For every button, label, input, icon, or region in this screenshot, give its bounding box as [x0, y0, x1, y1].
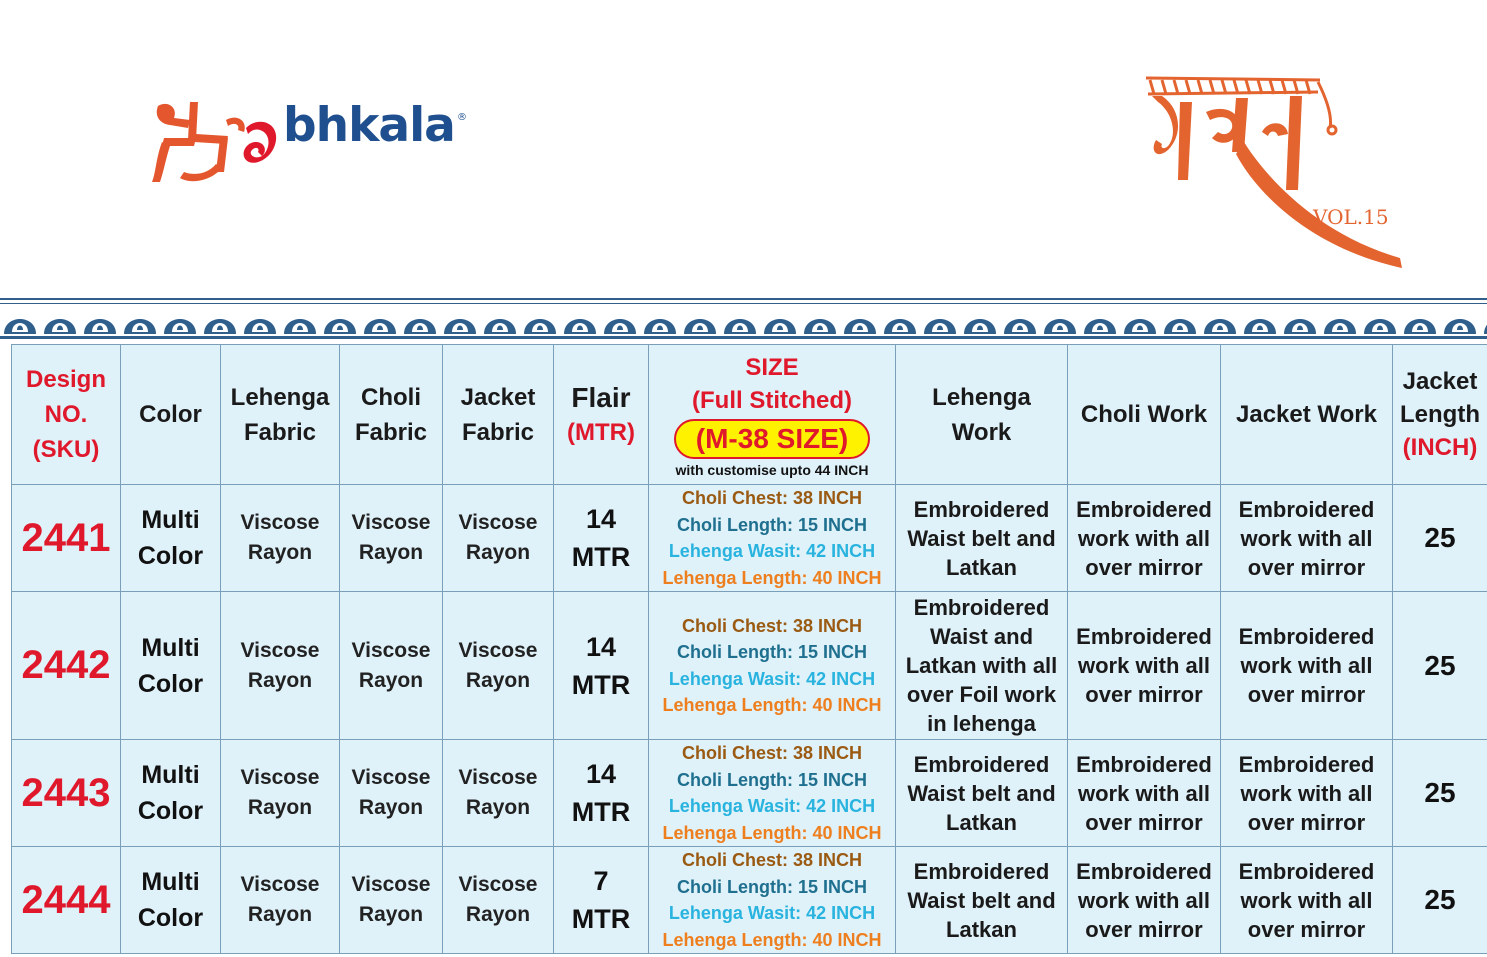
table-row	[12, 592, 1487, 740]
lehenga-work-cell: Embroidered Waist belt and Latkan	[896, 847, 1068, 954]
jacket-length-cell: 25	[1393, 592, 1487, 740]
choli-fabric-cell: Viscose Rayon	[340, 592, 443, 740]
catalog-table	[11, 344, 1487, 954]
header-color: Color	[121, 345, 221, 485]
decorative-border-band	[0, 298, 1487, 344]
size-cell: Choli Chest: 38 INCH Choli Length: 15 INCH Lehenga Wasit: 42 INCH Lehenga Length: 40 INCH	[649, 740, 896, 847]
ras-calligraphy-icon	[1140, 72, 1410, 272]
jacket-length-cell: 25	[1393, 485, 1487, 592]
header-flair: Flair (MTR)	[554, 345, 649, 485]
jacket-fabric-cell: Viscose Rayon	[443, 485, 554, 592]
jacket-fabric-cell: Viscose Rayon	[443, 847, 554, 954]
header-choli-fabric: Choli Fabric	[340, 345, 443, 485]
choli-fabric-cell: Viscose Rayon	[340, 485, 443, 592]
table-row	[12, 740, 1487, 847]
header-lehenga-fabric: Lehenga Fabric	[221, 345, 340, 485]
flair-cell: 14 MTR	[554, 485, 649, 592]
flair-cell: 14 MTR	[554, 740, 649, 847]
header-jacket-fabric: Jacket Fabric	[443, 345, 554, 485]
header-size: SIZE (Full Stitched) (M-38 SIZE) with customise upto 44 INCH	[649, 345, 896, 485]
size-cell: Choli Chest: 38 INCH Choli Length: 15 INCH Lehenga Wasit: 42 INCH Lehenga Length: 40 INCH	[649, 485, 896, 592]
header-design: Design NO. (SKU)	[12, 345, 121, 485]
header-jacket-work: Jacket Work	[1221, 345, 1393, 485]
sku-cell: 2441	[12, 485, 121, 592]
jacket-fabric-cell: Viscose Rayon	[443, 592, 554, 740]
jacket-work-cell: Embroidered work with all over mirror	[1221, 740, 1393, 847]
choli-work-cell: Embroidered work with all over mirror	[1068, 592, 1221, 740]
lehenga-work-cell: Embroidered Waist and Latkan with all over Foil work in lehenga	[896, 592, 1068, 740]
table-row	[12, 485, 1487, 592]
choli-work-cell: Embroidered work with all over mirror	[1068, 485, 1221, 592]
color-cell: Multi Color	[121, 740, 221, 847]
size-badge: (M-38 SIZE)	[674, 419, 870, 459]
jacket-work-cell: Embroidered work with all over mirror	[1221, 847, 1393, 954]
collection-logo	[1140, 72, 1410, 272]
lehenga-work-cell: Embroidered Waist belt and Latkan	[896, 740, 1068, 847]
jacket-length-cell: 25	[1393, 847, 1487, 954]
brand-logo	[150, 98, 480, 188]
color-cell: Multi Color	[121, 485, 221, 592]
lehenga-fabric-cell: Viscose Rayon	[221, 592, 340, 740]
registered-mark: ®	[457, 112, 467, 123]
header-choli-work: Choli Work	[1068, 345, 1221, 485]
jacket-fabric-cell: Viscose Rayon	[443, 740, 554, 847]
color-cell: Multi Color	[121, 847, 221, 954]
table-row	[12, 847, 1487, 954]
jacket-work-cell: Embroidered work with all over mirror	[1221, 592, 1393, 740]
choli-fabric-cell: Viscose Rayon	[340, 847, 443, 954]
choli-work-cell: Embroidered work with all over mirror	[1068, 740, 1221, 847]
swastik-icon	[150, 98, 285, 188]
color-cell: Multi Color	[121, 592, 221, 740]
size-cell: Choli Chest: 38 INCH Choli Length: 15 INCH Lehenga Wasit: 42 INCH Lehenga Length: 40 INCH	[649, 592, 896, 740]
lehenga-fabric-cell: Viscose Rayon	[221, 847, 340, 954]
choli-fabric-cell: Viscose Rayon	[340, 740, 443, 847]
lehenga-fabric-cell: Viscose Rayon	[221, 485, 340, 592]
flair-cell: 14 MTR	[554, 592, 649, 740]
jacket-length-cell: 25	[1393, 740, 1487, 847]
sku-cell: 2443	[12, 740, 121, 847]
sku-cell: 2444	[12, 847, 121, 954]
lehenga-work-cell: Embroidered Waist belt and Latkan	[896, 485, 1068, 592]
flair-cell: 7 MTR	[554, 847, 649, 954]
size-cell: Choli Chest: 38 INCH Choli Length: 15 INCH Lehenga Wasit: 42 INCH Lehenga Length: 40 INCH	[649, 847, 896, 954]
lehenga-fabric-cell: Viscose Rayon	[221, 740, 340, 847]
header-jacket-length: Jacket Length (INCH)	[1393, 345, 1487, 485]
choli-work-cell: Embroidered work with all over mirror	[1068, 847, 1221, 954]
header-lehenga-work: Lehenga Work	[896, 345, 1068, 485]
header-row	[12, 345, 1487, 485]
jacket-work-cell: Embroidered work with all over mirror	[1221, 485, 1393, 592]
brand-name: bhkala	[283, 98, 455, 153]
sku-cell: 2442	[12, 592, 121, 740]
collection-volume: VOL.15	[1313, 205, 1389, 229]
